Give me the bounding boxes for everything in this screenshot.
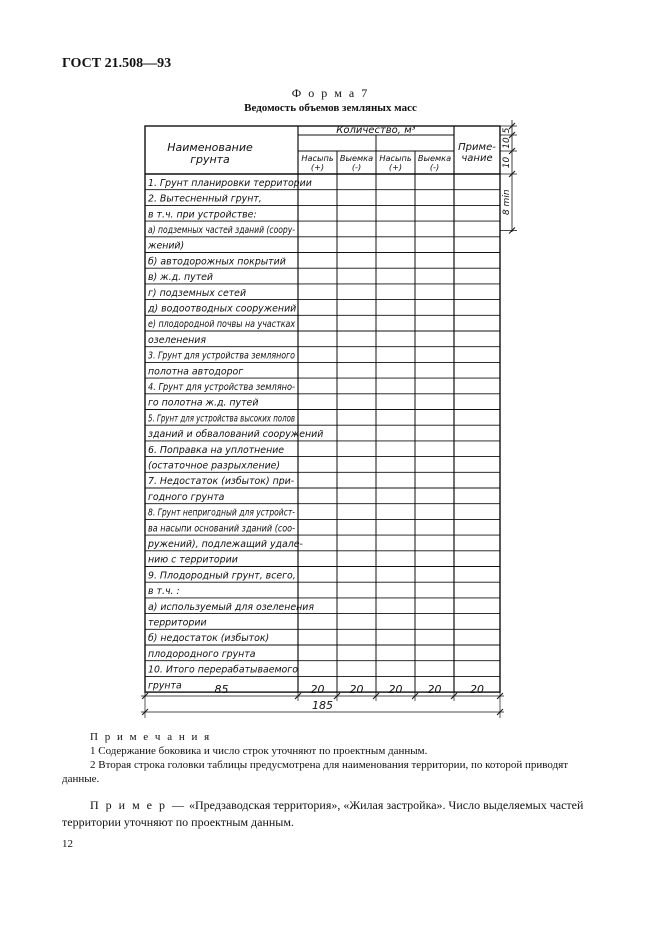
row-label: е) плодородной почвы на участках xyxy=(148,319,296,331)
page-number: 12 xyxy=(62,838,73,850)
subcolumn-header: (-) xyxy=(429,162,440,172)
example-label: П р и м е р — xyxy=(90,798,187,812)
total-width-dimension: 185 xyxy=(312,699,333,712)
row-label: а) используемый для озеленения xyxy=(148,601,314,613)
subcolumn-header: (-) xyxy=(351,162,362,172)
row-label: 9. Плодородный грунт, всего, xyxy=(148,570,296,582)
row-label: в т.ч. : xyxy=(148,586,180,598)
row-label: ружений), подлежащий удале- xyxy=(148,539,303,550)
row-label: 5. Грунт для устройства высоких полов xyxy=(148,413,296,425)
row-label: озеленения xyxy=(148,334,207,346)
column-width-dimension: 20 xyxy=(349,683,364,696)
notes-title: П р и м е ч а н и я xyxy=(90,731,212,743)
row-label: полотна автодорог xyxy=(148,366,244,378)
subcolumn-header: (+) xyxy=(310,162,325,172)
note-item: 2 Вторая строка головки таблицы предусмотрена для наименования территории, по которой приводят данные. xyxy=(62,759,569,785)
column-width-dimension: 20 xyxy=(388,683,403,696)
row-label: б) недостаток (избыток) xyxy=(148,633,270,645)
row-height-dimension: 8 min xyxy=(502,189,512,216)
form-number: Ф о р м а 7 xyxy=(291,86,370,100)
subcolumn-header: Выемка xyxy=(417,153,452,163)
example-paragraph xyxy=(62,797,602,831)
example-text: «Предзаводская территория», «Жилая застройка». Число выделяемых частей территории уточняют по проектным данным. xyxy=(62,798,584,829)
row-label: в) ж.д. путей xyxy=(148,272,214,284)
row-label: г) подземных сетей xyxy=(148,287,247,299)
row-label: (остаточное разрыхление) xyxy=(148,460,281,472)
note-item: 1 Содержание боковика и число строк уточняют по проектным данным. xyxy=(90,745,428,757)
row-label: нию с территории xyxy=(148,554,238,566)
row-label: а) подземных частей зданий (соору- xyxy=(148,225,296,236)
subcolumn-header: (+) xyxy=(388,162,403,172)
column-width-dimension: 20 xyxy=(427,683,442,696)
subcolumn-header: Насыпь xyxy=(301,153,334,163)
notes-section xyxy=(62,730,602,786)
row-label: 6. Поправка на уплотнение xyxy=(148,444,285,456)
row-label: в т.ч. при устройстве: xyxy=(148,209,257,221)
row-height-dimension: 10 xyxy=(502,156,512,169)
row-height-dimension: 10 xyxy=(502,137,512,149)
row-label: годного грунта xyxy=(148,491,225,503)
subcolumn-header: Насыпь xyxy=(379,153,412,163)
row-label: зданий и обвалований сооружений xyxy=(148,429,324,441)
row-label: плодородного грунта xyxy=(148,648,256,660)
document-code: ГОСТ 21.508—93 xyxy=(62,56,172,71)
row-label: 3. Грунт для устройства земляного xyxy=(148,350,296,362)
row-label: 10. Итого перерабатываемого xyxy=(148,664,298,676)
column-width-dimension: 20 xyxy=(310,683,325,696)
col-note-header: чание xyxy=(461,153,493,164)
row-label: го полотна ж.д. путей xyxy=(148,397,259,409)
row-label: грунта xyxy=(148,680,182,692)
subcolumn-header: Выемка xyxy=(339,153,374,163)
row-label: д) водоотводных сооружений xyxy=(148,303,297,315)
row-label: территории xyxy=(148,617,207,629)
row-label: 7. Недостаток (избыток) при- xyxy=(148,476,295,488)
column-width-dimension: 85 xyxy=(214,683,229,696)
row-label: 1. Грунт планировки территории xyxy=(148,177,312,189)
row-height-dimension: 5 xyxy=(502,127,512,134)
row-label: жений) xyxy=(148,240,185,252)
row-label: 8. Грунт непригодный для устройст- xyxy=(148,507,296,519)
row-label: 4. Грунт для устройства земляно- xyxy=(148,382,296,393)
column-width-dimension: 20 xyxy=(470,683,484,696)
row-label: ва насыпи оснований зданий (соо- xyxy=(148,523,296,535)
col-note-header: Приме- xyxy=(458,142,496,153)
col-name-header: грунта xyxy=(190,153,230,166)
col-name-header: Наименование xyxy=(167,141,253,154)
form-title: Ведомость объемов земляных масс xyxy=(244,102,417,114)
row-label: 2. Вытесненный грунт, xyxy=(148,193,262,205)
row-label: б) автодорожных покрытий xyxy=(148,256,286,268)
col-quantity-header: Количество, м³ xyxy=(336,125,416,136)
